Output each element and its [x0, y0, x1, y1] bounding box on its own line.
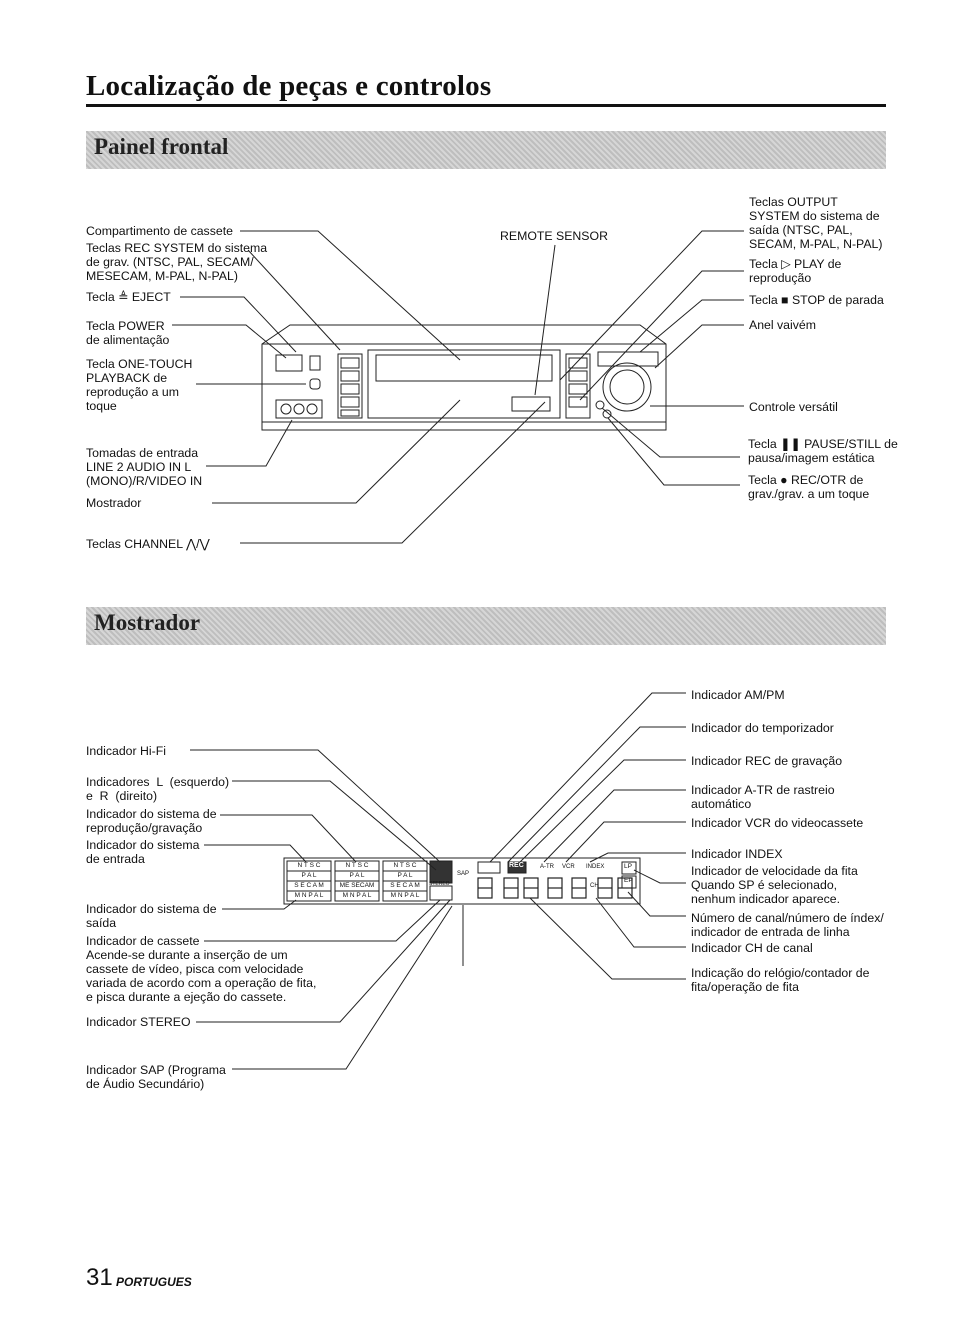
label-shuttle-ring: Anel vaivém — [749, 318, 816, 332]
label-rec-otr-key: Tecla ● REC/OTR de grav./grav. a um toque — [748, 473, 870, 501]
label-sap-indicator: Indicador SAP (Programa de Áudio Secundário) — [86, 1063, 226, 1091]
page-title: Localização de peças e controlos — [86, 70, 492, 102]
panel-pal-2: P A L — [349, 872, 365, 879]
label-channel-number: Número de canal/número de índex/ indicador de entrada de linha — [691, 911, 884, 939]
label-atr-indicator: Indicador A-TR de rastreio automático — [691, 783, 835, 811]
label-index-indicator: Indicador INDEX — [691, 847, 783, 861]
label-play-rec-system: Indicador do sistema de reprodução/gravação — [86, 807, 217, 835]
label-rec-indicator: Indicador REC de gravação — [691, 754, 843, 768]
panel-mesecam-2: ME SECAM — [339, 882, 375, 889]
front-panel-heading: Painel frontal — [94, 134, 229, 159]
panel-ep: EP — [624, 877, 633, 884]
panel-ntsc-3: N T S C — [393, 862, 417, 869]
label-stop-key: Tecla ■ STOP de parada — [749, 293, 884, 307]
label-clock-indicator: Indicação do relógio/contador de fita/operação de fita — [691, 966, 870, 994]
panel-lp: LP — [624, 863, 632, 870]
panel-mpal-1: M N P A L — [294, 892, 324, 899]
panel-ntsc-1: N T S C — [297, 862, 321, 869]
panel-pal-3: P A L — [397, 872, 413, 879]
vcr-illustration — [262, 325, 666, 430]
page-number: 31 — [86, 1264, 113, 1291]
label-hifi-indicator: Indicador Hi-Fi — [86, 744, 166, 758]
panel-index: INDEX — [586, 864, 605, 870]
panel-rec: REC — [509, 862, 524, 869]
label-timer-indicator: Indicador do temporizador — [691, 721, 834, 735]
label-lr-indicators: Indicadores L (esquerdo) e R (direito) — [86, 775, 230, 803]
panel-atr: A-TR — [540, 864, 554, 870]
label-vcr-indicator: Indicador VCR do videocassete — [691, 816, 864, 830]
panel-pal-1: P A L — [301, 872, 317, 879]
panel-stereo: STEREO — [429, 881, 450, 887]
label-jog-control: Controle versátil — [749, 400, 838, 414]
label-stereo-indicator: Indicador STEREO — [86, 1015, 191, 1029]
panel-col1 — [288, 861, 330, 901]
display-heading: Mostrador — [94, 610, 201, 635]
label-ch-indicator: Indicador CH de canal — [691, 941, 813, 955]
panel-ch: CH — [590, 883, 599, 889]
label-input-system: Indicador do sistema de entrada — [86, 838, 200, 866]
panel-mpal-2: M N P A L — [342, 892, 372, 899]
label-rec-system-keys: Teclas REC SYSTEM do sistema de grav. (NTSC, PAL, SECAM/ MESECAM, M-PAL, N-PAL) — [86, 241, 268, 283]
label-output-system-indicator: Indicador do sistema de saída — [86, 902, 217, 930]
panel-sap: SAP — [457, 871, 470, 877]
panel-vcr: VCR — [562, 864, 575, 870]
label-remote-sensor: REMOTE SENSOR — [500, 229, 608, 243]
label-channel-keys: Teclas CHANNEL ⋀/⋁ — [86, 537, 210, 551]
page-language: PORTUGUES — [116, 1275, 192, 1289]
panel-mpal-3: M N P A L — [390, 892, 420, 899]
panel-col2 — [336, 861, 378, 901]
label-ampm-indicator: Indicador AM/PM — [691, 688, 785, 702]
panel-secam-3: S E C A M — [390, 882, 420, 889]
label-display: Mostrador — [86, 496, 142, 510]
label-cassette-indicator: Indicador de cassete Acende-se durante a inserção de um cassete de vídeo, pisca com velocidade variada de acordo com a operação de fita, e pisca durante a ejeção do cassete. — [86, 934, 317, 1004]
label-cassette-compartment: Compartimento de cassete — [86, 224, 233, 238]
panel-col3 — [384, 861, 426, 901]
label-play-key: Tecla ▷ PLAY de reprodução — [749, 257, 842, 285]
label-output-system-keys: Teclas OUTPUT SYSTEM do sistema de saída (NTSC, PAL, SECAM, M-PAL, N-PAL) — [749, 195, 883, 251]
label-tape-speed-indicator: Indicador de velocidade da fita Quando SP é selecionado, nenhum indicador aparece. — [691, 864, 858, 906]
label-eject-key: Tecla ≜ EJECT — [86, 290, 171, 304]
panel-secam-1: S E C A M — [294, 882, 324, 889]
label-line2-inputs: Tomadas de entrada LINE 2 AUDIO IN L (MONO)/R/VIDEO IN — [86, 446, 203, 488]
panel-ntsc-2: N T S C — [345, 862, 369, 869]
label-power-key: Tecla POWER de alimentação — [86, 319, 170, 347]
label-one-touch-playback: Tecla ONE-TOUCH PLAYBACK de reprodução a um toque — [86, 357, 193, 413]
label-pause-still-key: Tecla ❚❚ PAUSE/STILL de pausa/imagem estática — [748, 437, 898, 465]
